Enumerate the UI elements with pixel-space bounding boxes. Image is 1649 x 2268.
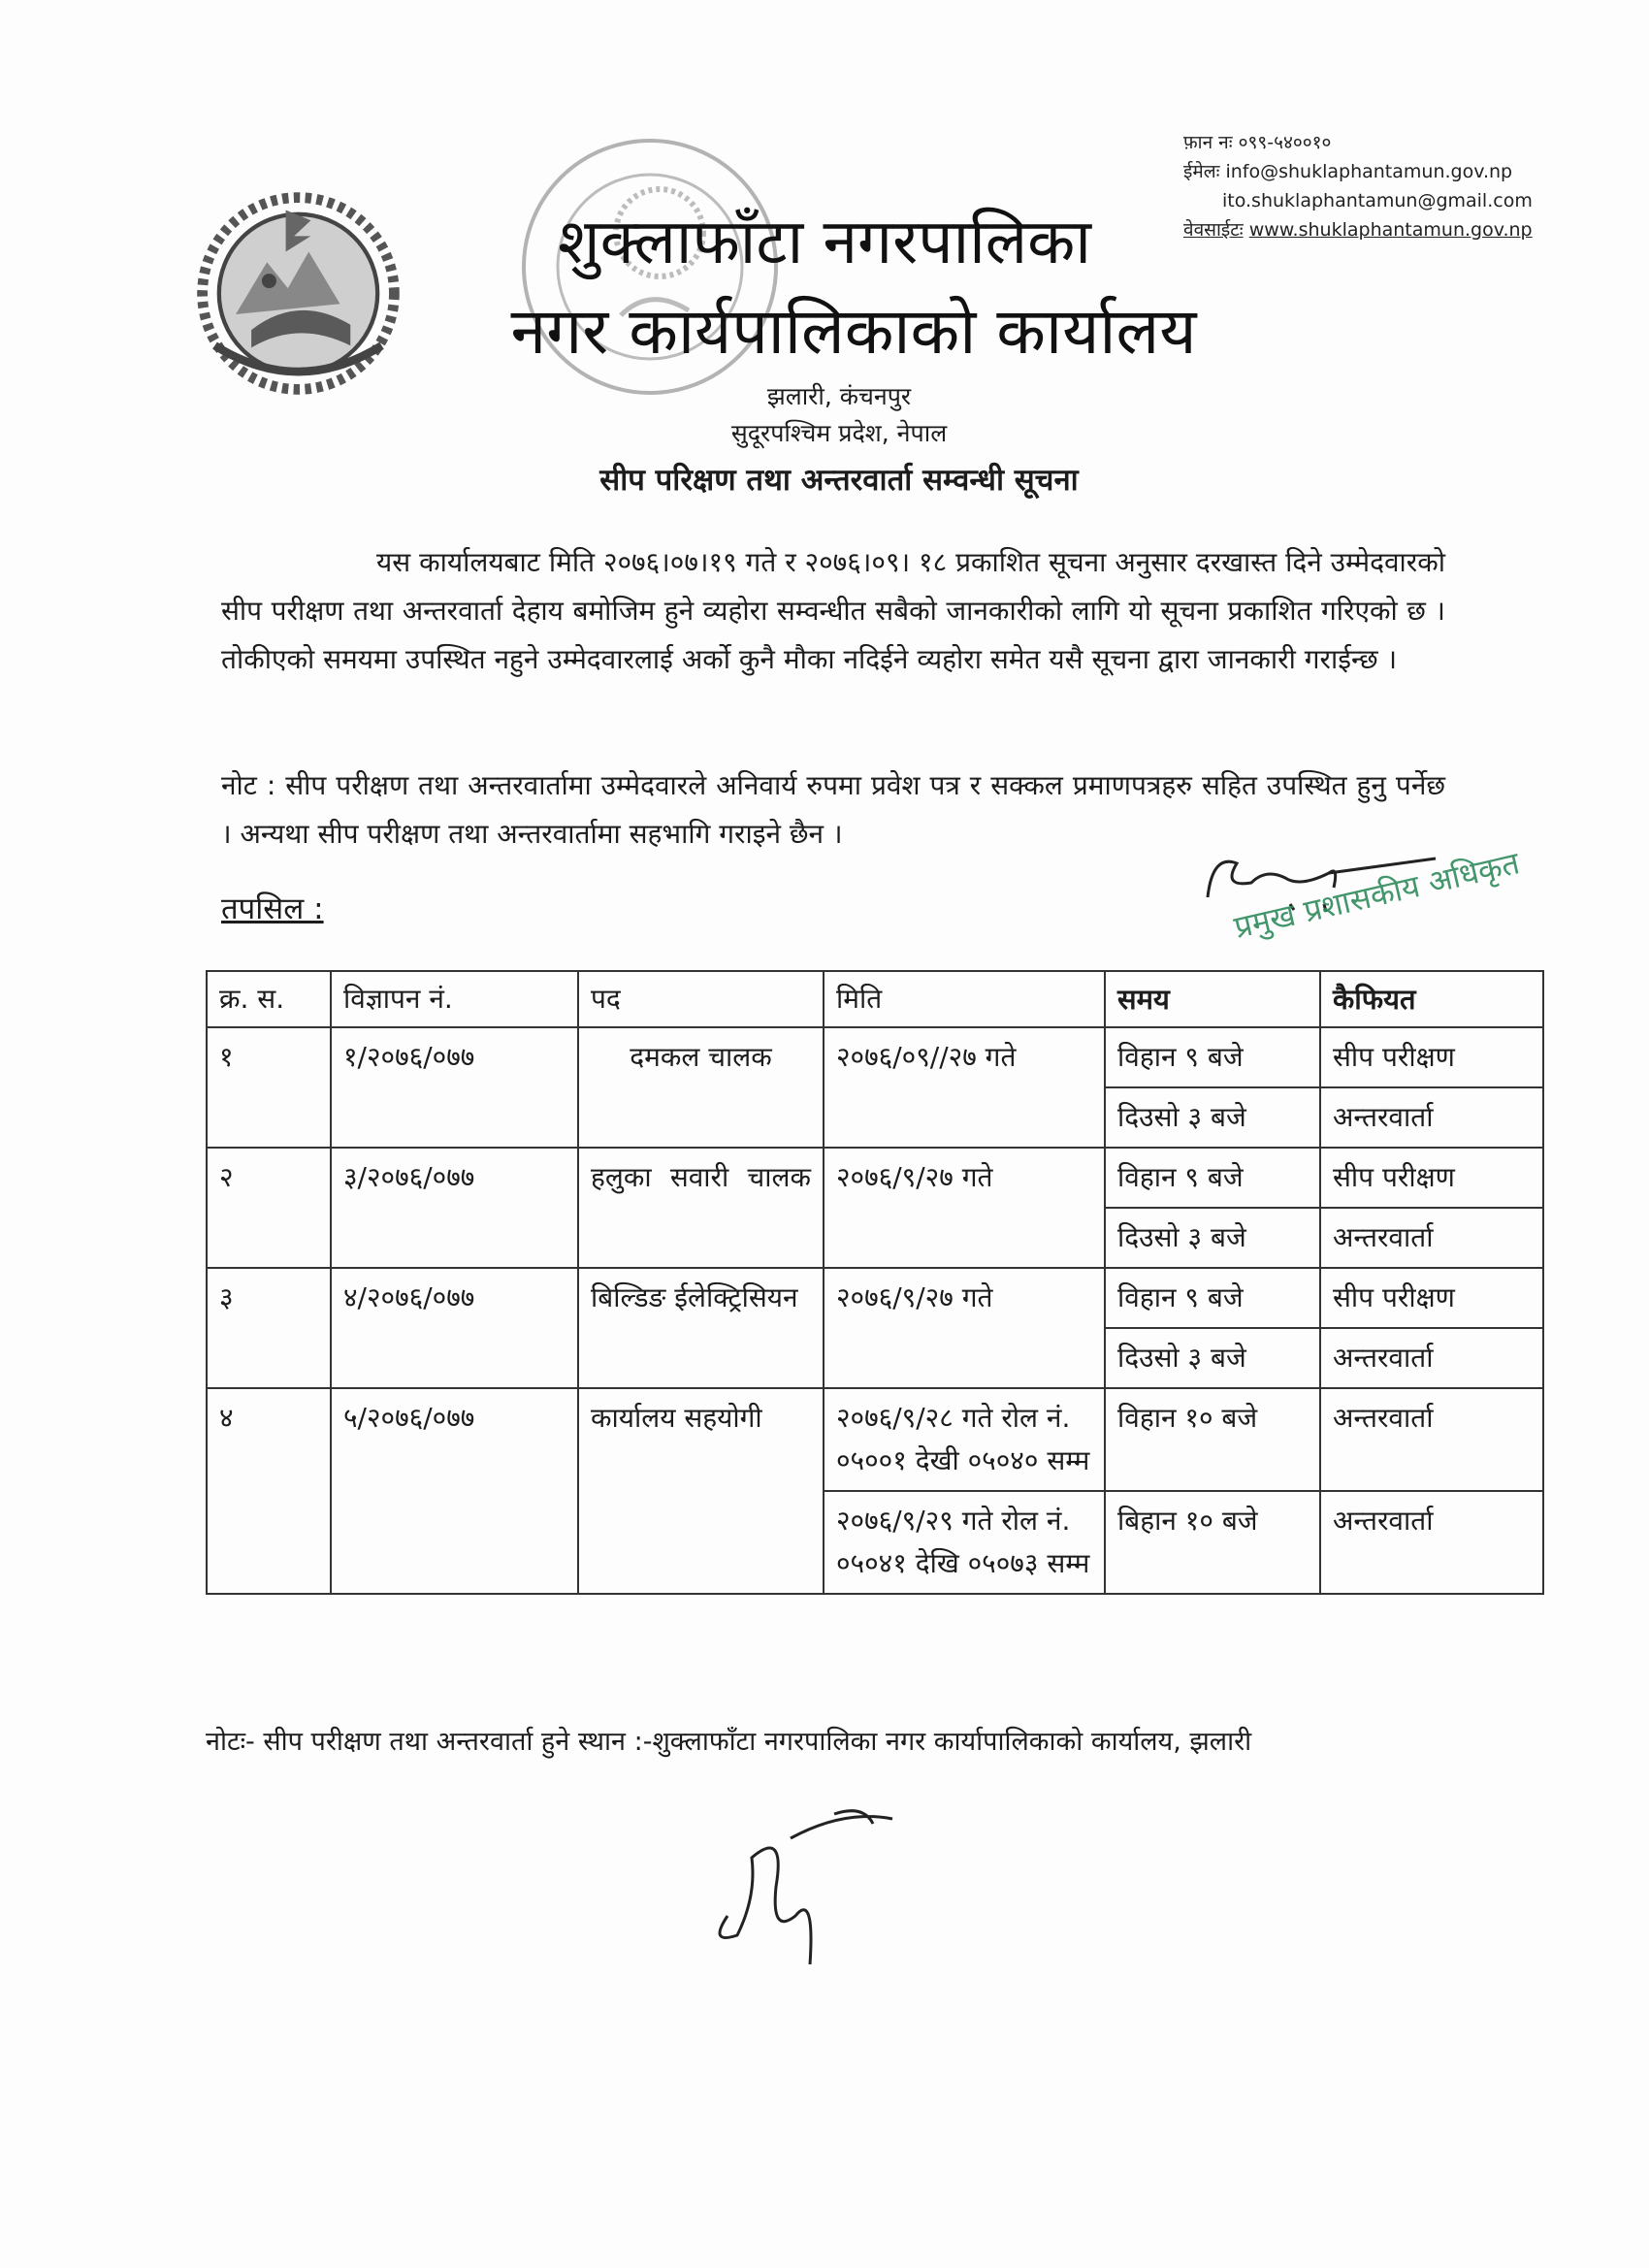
cell-post: हलुका सवारी चालक xyxy=(578,1148,824,1268)
email-label: ईमेलः xyxy=(1183,161,1220,182)
cell-post: बिल्डिङ ईलेक्ट्रिसियन xyxy=(578,1268,824,1388)
cell-date: २०७६/९/२७ गते xyxy=(824,1148,1105,1268)
cell-sn: ४ xyxy=(207,1388,331,1594)
email-link-2[interactable]: ito.shuklaphantamun@gmail.com xyxy=(1222,190,1533,211)
website-link[interactable]: www.shuklaphantamun.gov.np xyxy=(1248,219,1533,241)
cell-time: विहान १० बजे xyxy=(1105,1388,1320,1491)
cell-remarks: अन्तरवार्ता xyxy=(1320,1328,1543,1388)
table-header-row xyxy=(207,971,1543,1027)
cell-remarks: सीप परीक्षण xyxy=(1320,1148,1543,1208)
address-line-2: सुदूरपश्चिम प्रदेश, नेपाल xyxy=(730,419,948,447)
notice-heading: सीप परिक्षण तथा अन्तरवार्ता सम्वन्धी सूचना xyxy=(599,463,1079,498)
cell-date: २०७६/९/२७ गते xyxy=(824,1268,1105,1388)
cell-remarks: अन्तरवार्ता xyxy=(1320,1087,1543,1148)
table-row xyxy=(207,1148,1543,1208)
cell-remarks: सीप परीक्षण xyxy=(1320,1027,1543,1087)
cell-time: दिउसो ३ बजे xyxy=(1105,1328,1320,1388)
municipality-name: शुक्लाफाँटा नगरपालिका xyxy=(558,207,1091,278)
cell-remarks: अन्तरवार्ता xyxy=(1320,1491,1543,1594)
notice-note: नोट : सीप परीक्षण तथा अन्तरवार्तामा उम्मेदवारले अनिवार्य रुपमा प्रवेश पत्र र सक्कल प्रमाणपत्रहरु सहित उपस्थित हुनु पर्नेछ । अन्यथा सीप परीक्षण तथा अन्तरवार्तामा सहभागि गराइने छैन । xyxy=(221,769,1445,850)
header-post: पद xyxy=(578,971,824,1027)
contact-email-row xyxy=(1183,157,1512,186)
cell-remarks: सीप परीक्षण xyxy=(1320,1268,1543,1328)
header-time: समय xyxy=(1105,971,1320,1027)
office-name: नगर कार्यपालिकाको कार्यालय xyxy=(510,294,1197,369)
header-ad-no: विज्ञापन नं. xyxy=(331,971,578,1027)
cell-time: विहान ९ बजे xyxy=(1105,1268,1320,1328)
schedule-label: तपसिल : xyxy=(221,891,324,926)
cell-time: विहान ९ बजे xyxy=(1105,1148,1320,1208)
cell-post: दमकल चालक xyxy=(578,1027,824,1148)
cell-ad-no: ३/२०७६/०७७ xyxy=(331,1148,578,1268)
cell-date: २०७६/०९//२७ गते xyxy=(824,1027,1105,1148)
cell-date: २०७६/९/२९ गते रोल नं. ०५०४१ देखि ०५०७३ सम्म xyxy=(824,1491,1105,1594)
cell-time: दिउसो ३ बजे xyxy=(1105,1087,1320,1148)
venue-note: नोटः- सीप परीक्षण तथा अन्तरवार्ता हुने स्थान :-शुक्लाफाँटा नगरपालिका नगर कार्यापालिकाको कार्यालय, झलारी xyxy=(206,1727,1252,1757)
address-line-1: झलारी, कंचनपुर xyxy=(766,382,912,410)
notice-body: यस कार्यालयबाट मिति २०७६।०७।१९ गते र २०७६।०९। १८ प्रकाशित सूचना अनुसार दरखास्त दिने उम्मेदवारको सीप परीक्षण तथा अन्तरवार्ता देहाय बमोजिम हुने व्यहोरा सम्वन्धीत सबैको जानकारीको लागि यो सूचना प्रकाशित गरिएको छ । तोकीएको समयमा उपस्थित नहुने उम्मेदवारलाई अर्को कुनै मौका नदिईने व्यहोरा समेत यसै सूचना द्वारा जानकारी गराईन्छ । xyxy=(221,546,1445,675)
cell-sn: २ xyxy=(207,1148,331,1268)
header-sn: क्र. स. xyxy=(207,971,331,1027)
schedule-table xyxy=(206,970,1544,1595)
signature-icon xyxy=(698,1799,912,1974)
cell-time: बिहान १० बजे xyxy=(1105,1491,1320,1594)
cell-time: दिउसो ३ बजे xyxy=(1105,1208,1320,1268)
cell-ad-no: १/२०७६/०७७ xyxy=(331,1027,578,1148)
cell-ad-no: ४/२०७६/०७७ xyxy=(331,1268,578,1388)
table-row xyxy=(207,1027,1543,1087)
website-label: वेवसाईटः xyxy=(1183,219,1244,241)
table-row xyxy=(207,1268,1543,1328)
cell-remarks: अन्तरवार्ता xyxy=(1320,1208,1543,1268)
cell-post: कार्यालय सहयोगी xyxy=(578,1388,824,1594)
contact-phone: फ़ान नः ०९९-५४००१० xyxy=(1183,132,1332,153)
cell-ad-no: ५/२०७६/०७७ xyxy=(331,1388,578,1594)
cell-sn: १ xyxy=(207,1027,331,1148)
cell-time: विहान ९ बजे xyxy=(1105,1027,1320,1087)
table-row xyxy=(207,1388,1543,1491)
cell-remarks: अन्तरवार्ता xyxy=(1320,1388,1543,1491)
officer-seal-text: प्रमुख प्रशासकीय अधिकृत xyxy=(1230,844,1523,946)
header-remarks: कैफियत xyxy=(1320,971,1543,1027)
email-link-1[interactable]: info@shuklaphantamun.gov.np xyxy=(1225,161,1513,182)
header-date: मिति xyxy=(824,971,1105,1027)
cell-sn: ३ xyxy=(207,1268,331,1388)
cell-date: २०७६/९/२८ गते रोल नं. ०५००१ देखी ०५०४० सम्म xyxy=(824,1388,1105,1491)
